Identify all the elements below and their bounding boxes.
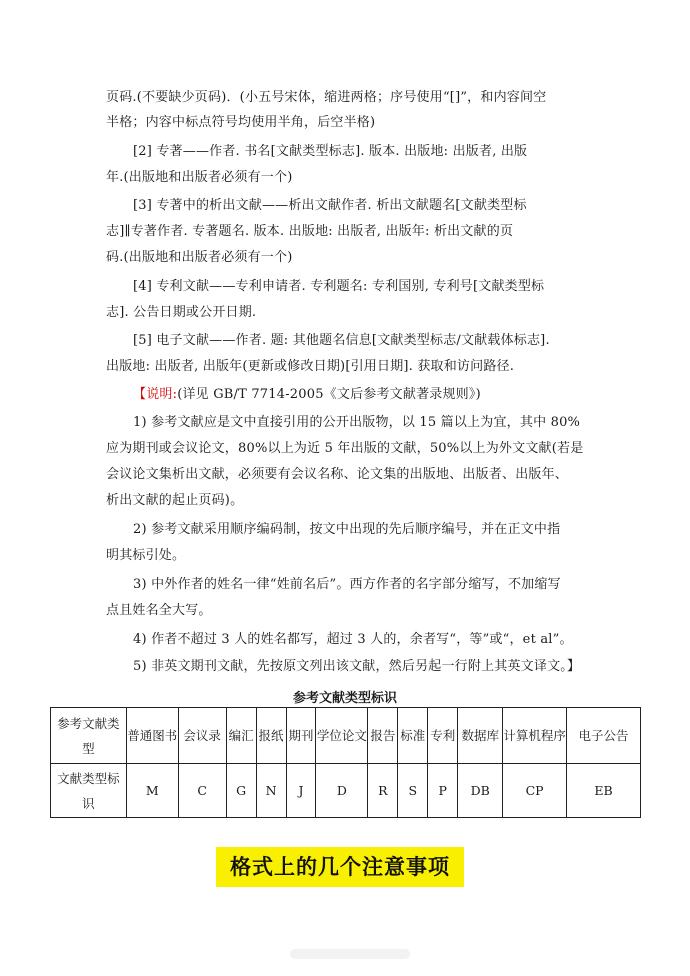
table-cell: 普通图书	[126, 708, 178, 764]
body-line: [4] 专利文献——专利申请者. 专利题名: 专利国别, 专利号[文献类型标	[133, 279, 545, 294]
table-cell: 报纸	[256, 708, 286, 764]
table-cell: 电子公告	[567, 708, 641, 764]
list-item: 5) 非英文期刊文献，先按原文列出该文献，然后另起一行附上其英文译文。】	[133, 659, 581, 674]
table-cell: CP	[503, 764, 567, 818]
table-cell: J	[286, 764, 316, 818]
list-item: 3) 中外作者的姓名一律“姓前名后”。西方作者的名字部分缩写，不加缩写	[133, 577, 561, 592]
section-banner: 格式上的几个注意事项	[216, 847, 464, 887]
table-cell: P	[428, 764, 458, 818]
reference-type-table	[50, 707, 641, 818]
table-cell: 参考文献类型	[51, 708, 127, 764]
table-cell: 期刊	[286, 708, 316, 764]
note-line	[133, 386, 481, 404]
watermark	[290, 949, 410, 959]
list-item: 明其标引处。	[106, 548, 186, 563]
table-cell: G	[226, 764, 256, 818]
table-cell: DB	[458, 764, 503, 818]
list-item: 4) 作者不超过 3 人的姓名都写，超过 3 人的，余者写“，等”或“，et al”。	[133, 632, 573, 647]
note-text: (详见 GB/T 7714-2005《文后参考文献著录规则》)	[177, 387, 481, 402]
body-line: 页码.(不要缺少页码)．(小五号宋体，缩进两格；序号使用“[]”，和内容间空	[106, 90, 547, 105]
table-cell: 计算机程序	[503, 708, 567, 764]
table-cell: 会议录	[178, 708, 226, 764]
body-line: 年.(出版地和出版者必须有一个)	[106, 170, 293, 185]
body-line: 志]. 公告日期或公开日期.	[106, 305, 257, 320]
table-cell: 编汇	[226, 708, 256, 764]
table-header-row	[51, 708, 641, 764]
list-item: 2) 参考文献采用顺序编码制，按文中出现的先后顺序编号，并在正文中指	[133, 522, 561, 537]
table-cell: N	[256, 764, 286, 818]
body-line: 出版地: 出版者, 出版年(更新或修改日期)[引用日期]. 获取和访问路径.	[106, 359, 515, 374]
list-item: 1) 参考文献应是文中直接引用的公开出版物，以 15 篇以上为宜，其中 80%	[133, 415, 581, 430]
table-cell: M	[126, 764, 178, 818]
table-cell: 专利	[428, 708, 458, 764]
table-cell: 报告	[368, 708, 398, 764]
table-cell: D	[316, 764, 368, 818]
body-line: 半格；内容中标点符号均使用半角，后空半格)	[106, 115, 376, 130]
body-line: [5] 电子文献——作者. 题: 其他题名信息[文献类型标志/文献载体标志].	[133, 333, 550, 348]
table-cell: 数据库	[458, 708, 503, 764]
note-label: 【说明:	[133, 387, 178, 402]
table-cell: EB	[567, 764, 641, 818]
table-cell: 学位论文	[316, 708, 368, 764]
table-cell: 标准	[398, 708, 428, 764]
table-cell: S	[398, 764, 428, 818]
body-line: [3] 专著中的析出文献——析出文献作者. 析出文献题名[文献类型标	[133, 198, 527, 213]
table-row	[51, 764, 641, 818]
list-item: 会议论文集析出文献，必须要有会议名称、论文集的出版地、出版者、出版年、	[106, 467, 569, 482]
list-item: 点且姓名全大写。	[106, 603, 212, 618]
table-caption: 参考文献类型标识	[292, 691, 397, 706]
body-line: 码.(出版地和出版者必须有一个)	[106, 250, 293, 265]
table-cell: R	[368, 764, 398, 818]
list-item: 析出文献的起止页码)。	[106, 493, 244, 508]
table-cell: 文献类型标识	[51, 764, 127, 818]
body-line: 志]∥专著作者. 专著题名. 版本. 出版地: 出版者, 出版年: 析出文献的页	[106, 224, 514, 239]
body-line: [2] 专著——作者. 书名[文献类型标志]. 版本. 出版地: 出版者, 出版	[133, 144, 528, 159]
list-item: 应为期刊或会议论文，80%以上为近 5 年出版的文献，50%以上为外文文献(若是	[106, 441, 584, 456]
table-cell: C	[178, 764, 226, 818]
